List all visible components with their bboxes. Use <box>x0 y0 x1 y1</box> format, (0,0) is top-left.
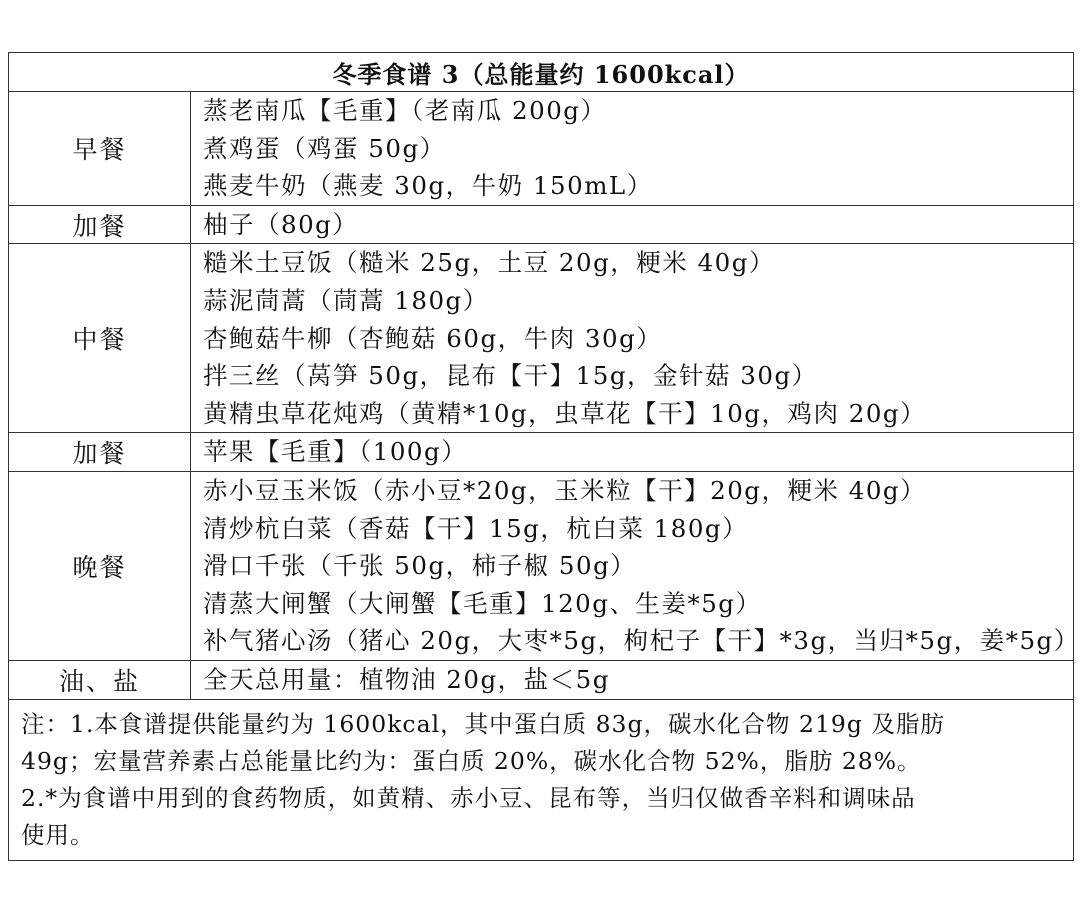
meal-name: 早餐 <box>9 92 191 206</box>
dish-item: 煮鸡蛋（鸡蛋 50g） <box>203 133 446 163</box>
dish-item: 蒸老南瓜【毛重】（老南瓜 200g） <box>203 96 607 125</box>
meal-dishes <box>191 92 1074 206</box>
dish-item: 拌三丝（莴笋 50g，昆布【干】15g，金针菇 30g） <box>203 361 818 391</box>
dish-item: 蒜泥茼蒿（茼蒿 180g） <box>203 285 489 315</box>
dish-item: 黄精虫草花炖鸡（黄精*10g，虫草花【干】10g，鸡肉 20g） <box>203 398 927 428</box>
note-line: 使用。 <box>21 820 95 849</box>
dish-item: 全天总用量：植物油 20g，盐＜5g <box>203 664 610 694</box>
menu-table-body <box>9 53 1080 861</box>
meal-dishes <box>191 205 1074 244</box>
dish-item: 燕麦牛奶（燕麦 30g，牛奶 150mL） <box>203 171 653 201</box>
title-row <box>9 53 1074 92</box>
dish-item: 清炒杭白菜（香菇【干】15g，杭白菜 180g） <box>203 513 749 543</box>
meal-row <box>9 244 1074 433</box>
dish-item: 清蒸大闸蟹（大闸蟹【毛重】120g、生姜*5g） <box>203 588 762 618</box>
notes-cell <box>9 699 1074 860</box>
dish-item: 糙米土豆饭（糙米 25g，土豆 20g，粳米 40g） <box>203 248 775 278</box>
meal-name: 油、盐 <box>9 660 191 699</box>
meal-row <box>9 205 1074 244</box>
dish-item: 补气猪心汤（猪心 20g，大枣*5g，枸杞子【干】*3g，当归*5g，姜*5g） <box>203 626 1080 656</box>
dish-item: 滑口千张（千张 50g，柿子椒 50g） <box>203 551 637 581</box>
dish-item: 苹果【毛重】（100g） <box>203 437 468 467</box>
note-line: 注：1.本食谱提供能量约为 1600kcal，其中蛋白质 83g，碳水化合物 219g 及脂肪 <box>21 709 945 738</box>
meal-row <box>9 92 1074 206</box>
dish-item: 杏鲍菇牛柳（杏鲍菇 60g，牛肉 30g） <box>203 323 663 353</box>
meal-dishes <box>191 433 1074 472</box>
note-line: 49g；宏量营养素占总能量比约为：蛋白质 20%，碳水化合物 52%，脂肪 28%。 <box>21 746 922 775</box>
meal-dishes <box>191 660 1074 699</box>
meal-name: 加餐 <box>9 433 191 472</box>
meal-row <box>9 471 1074 660</box>
meal-name: 加餐 <box>9 205 191 244</box>
notes-row <box>9 699 1074 860</box>
meal-name: 中餐 <box>9 244 191 433</box>
menu-title: 冬季食谱 3（总能量约 1600kcal） <box>9 53 1074 92</box>
meal-dishes <box>191 471 1080 660</box>
meal-row <box>9 660 1074 699</box>
dish-item: 柚子（80g） <box>203 209 359 239</box>
dish-item: 赤小豆玉米饭（赤小豆*20g，玉米粒【干】20g，粳米 40g） <box>203 475 927 505</box>
meal-name: 晚餐 <box>9 471 191 660</box>
meal-dishes <box>191 244 1074 433</box>
note-line: 2.*为食谱中用到的食药物质，如黄精、赤小豆、昆布等，当归仅做香辛料和调味品 <box>21 783 916 812</box>
meal-row <box>9 433 1074 472</box>
winter-menu-table <box>8 52 1080 861</box>
